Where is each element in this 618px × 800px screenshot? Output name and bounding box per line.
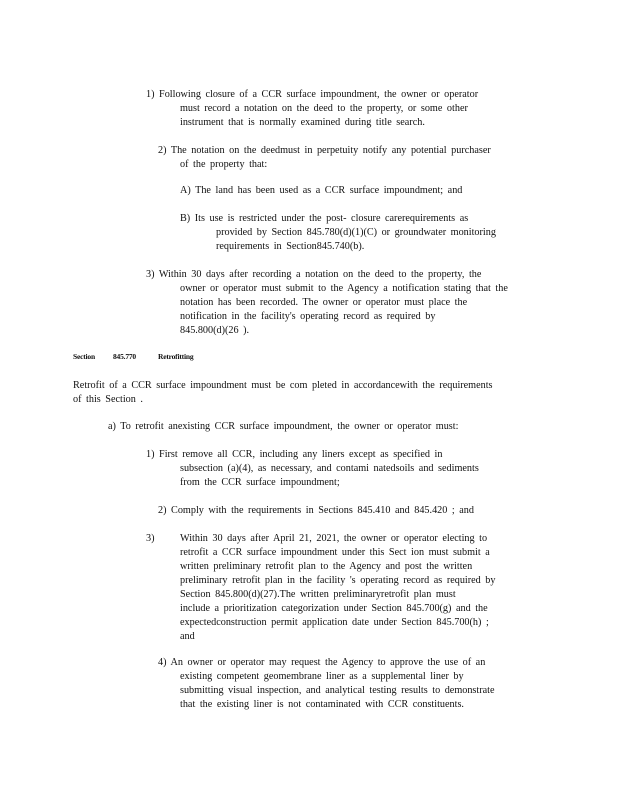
list-item-line: notification in the facility's operating record as required by [180, 311, 436, 322]
list-item-1 [146, 88, 478, 130]
list-item-line: requirements in Section845.740(b). [216, 241, 365, 252]
list-item-line: existing competent geomembrane liner as a supplemental liner by [180, 671, 464, 682]
list-item-line: A) The land has been used as a CCR surface impoundment; and [180, 185, 463, 196]
list-item-line: 2) The notation on the deedmust in perpetuity notify any potential purchaser [158, 145, 491, 156]
list-item-line: 1) First remove all CCR, including any liners except as specified in [146, 449, 443, 460]
list-item-3 [146, 268, 508, 338]
list-item-2 [158, 144, 491, 172]
list-item-2a [180, 184, 462, 198]
list-item-line: instrument that is normally examined during title search. [180, 117, 425, 128]
section-intro [73, 379, 493, 407]
retrofit-item-3 [146, 532, 496, 644]
subsection-a [108, 420, 458, 434]
retrofit-item-1 [146, 448, 479, 490]
section-label: Section [73, 352, 95, 361]
list-item-line: subsection (a)(4), as necessary, and contami natedsoils and sediments [180, 463, 479, 474]
list-item-line: 1) Following closure of a CCR surface impoundment, the owner or operator [146, 89, 479, 100]
list-item-line: must record a notation on the deed to the property, or some other [180, 103, 468, 114]
list-item-line: notation has been recorded. The owner or operator must place the [180, 297, 468, 308]
list-item-line: owner or operator must submit to the Agency a notification stating that the [180, 283, 508, 294]
section-title: Retrofitting [158, 352, 194, 361]
list-item-line: from the CCR surface impoundment; [180, 477, 340, 488]
list-item-line: B) Its use is restricted under the post- closure carerequirements as [180, 213, 469, 224]
list-item-line: submitting visual inspection, and analytical testing results to demonstrate [180, 685, 495, 696]
subsection-line: a) To retrofit anexisting CCR surface impoundment, the owner or operator must: [108, 421, 459, 432]
list-item-label: 3) [146, 533, 155, 544]
list-item-line: 2) Comply with the requirements in Sections 845.410 and 845.420 ; and [158, 505, 474, 516]
list-item-line: preliminary retrofit plan in the facility 's operating record as required by [180, 575, 496, 586]
list-item-line: include a prioritization categorization under Section 845.700(g) and the [180, 603, 488, 614]
section-number: 845.770 [113, 352, 136, 361]
list-item-line: and [180, 631, 195, 642]
list-item-line: that the existing liner is not contaminated with CCR constituents. [180, 699, 464, 710]
intro-line: of this Section . [73, 394, 143, 405]
list-item-2b [180, 212, 496, 254]
list-item-line: 845.800(d)(26 ). [180, 325, 250, 336]
list-item-line: retrofit a CCR surface impoundment under this Sect ion must submit a [180, 547, 490, 558]
list-item-line: Within 30 days after April 21, 2021, the owner or operator electing to [180, 533, 488, 544]
list-item-line: provided by Section 845.780(d)(1)(C) or groundwater monitoring [216, 227, 496, 238]
list-item-line: Section 845.800(d)(27).The written preliminaryretrofit plan must [180, 589, 456, 600]
retrofit-item-4 [158, 656, 495, 712]
retrofit-item-2 [158, 504, 474, 518]
list-item-line: of the property that: [180, 159, 268, 170]
list-item-line: expectedconstruction permit application date under Section 845.700(h) ; [180, 617, 489, 628]
section-heading [73, 352, 273, 364]
intro-line: Retrofit of a CCR surface impoundment must be com pleted in accordancewith the requirements [73, 380, 493, 391]
list-item-line: 3) Within 30 days after recording a notation on the deed to the property, the [146, 269, 482, 280]
list-item-line: 4) An owner or operator may request the Agency to approve the use of an [158, 657, 486, 668]
list-item-line: written preliminary retrofit plan to the Agency and post the written [180, 561, 473, 572]
